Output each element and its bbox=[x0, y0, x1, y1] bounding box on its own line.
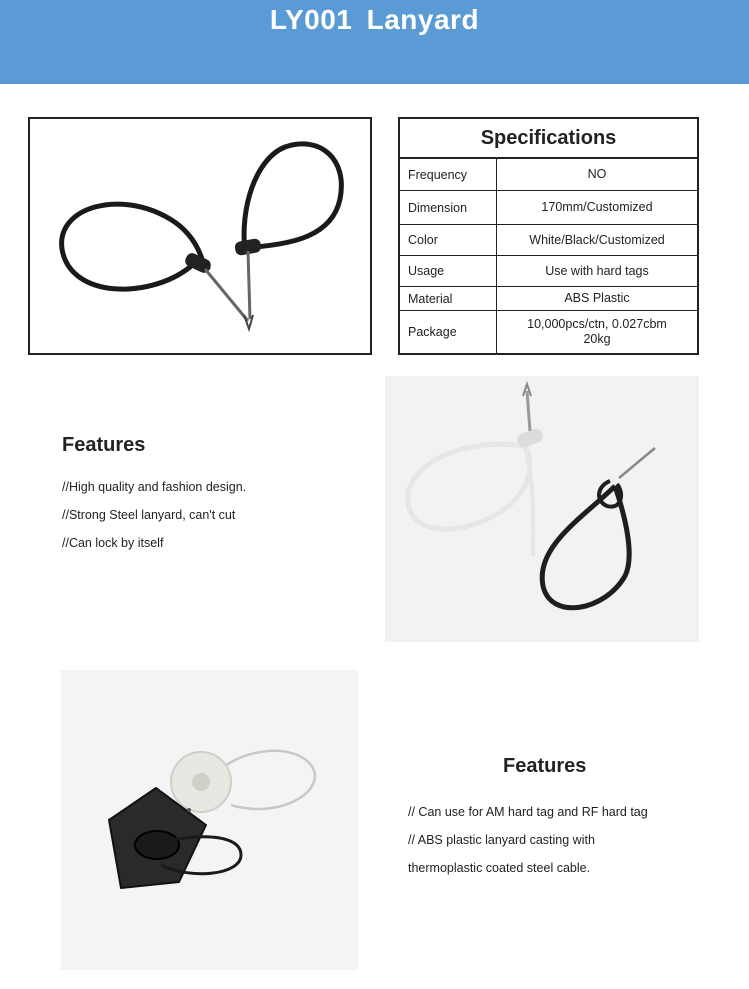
spec-label: Usage bbox=[400, 256, 497, 286]
white-black-lanyards-illustration bbox=[385, 376, 699, 642]
product-image-black-lanyard bbox=[28, 117, 372, 355]
header-banner bbox=[0, 0, 749, 84]
black-lanyard-illustration bbox=[30, 119, 370, 353]
features-heading: Features bbox=[503, 755, 587, 777]
lanyard-hard-tags-illustration bbox=[61, 670, 358, 970]
spec-row-usage bbox=[400, 256, 697, 287]
spec-row-frequency bbox=[400, 159, 697, 191]
features-section-right bbox=[408, 755, 648, 882]
feature-item: //Strong Steel lanyard, can't cut bbox=[62, 508, 236, 522]
spec-row-material bbox=[400, 287, 697, 311]
spec-row-package bbox=[400, 311, 697, 353]
spec-value: NO bbox=[587, 167, 607, 181]
spec-value: 10,000pcs/ctn, 0.027cbm 20kg bbox=[527, 317, 667, 346]
feature-item: // ABS plastic lanyard casting with bbox=[408, 833, 595, 847]
specifications-title: Specifications bbox=[400, 119, 697, 159]
spec-label: Color bbox=[400, 225, 497, 255]
spec-value: White/Black/Customized bbox=[529, 232, 665, 247]
spec-label: Package bbox=[400, 311, 497, 353]
specifications-table bbox=[398, 117, 699, 355]
page-title: LY001 Lanyard bbox=[269, 4, 480, 35]
spec-label: Dimension bbox=[400, 191, 497, 224]
spec-label: Frequency bbox=[400, 159, 497, 190]
spec-label: Material bbox=[400, 287, 497, 310]
spec-row-dimension bbox=[400, 191, 697, 225]
feature-item: // Can use for AM hard tag and RF hard tag bbox=[408, 805, 648, 819]
feature-item: //Can lock by itself bbox=[62, 536, 164, 550]
feature-item: //High quality and fashion design. bbox=[62, 480, 247, 494]
features-heading: Features bbox=[62, 434, 146, 456]
product-photo-lanyards-with-hard-tags bbox=[61, 670, 358, 970]
spec-value: 170mm/Customized bbox=[541, 200, 653, 214]
features-section-left bbox=[62, 434, 246, 557]
spec-value: Use with hard tags bbox=[545, 263, 649, 278]
spec-value: ABS Plastic bbox=[564, 291, 630, 305]
feature-item: thermoplastic coated steel cable. bbox=[408, 861, 591, 875]
product-photo-white-black-lanyards bbox=[385, 376, 699, 642]
spec-row-color bbox=[400, 225, 697, 256]
